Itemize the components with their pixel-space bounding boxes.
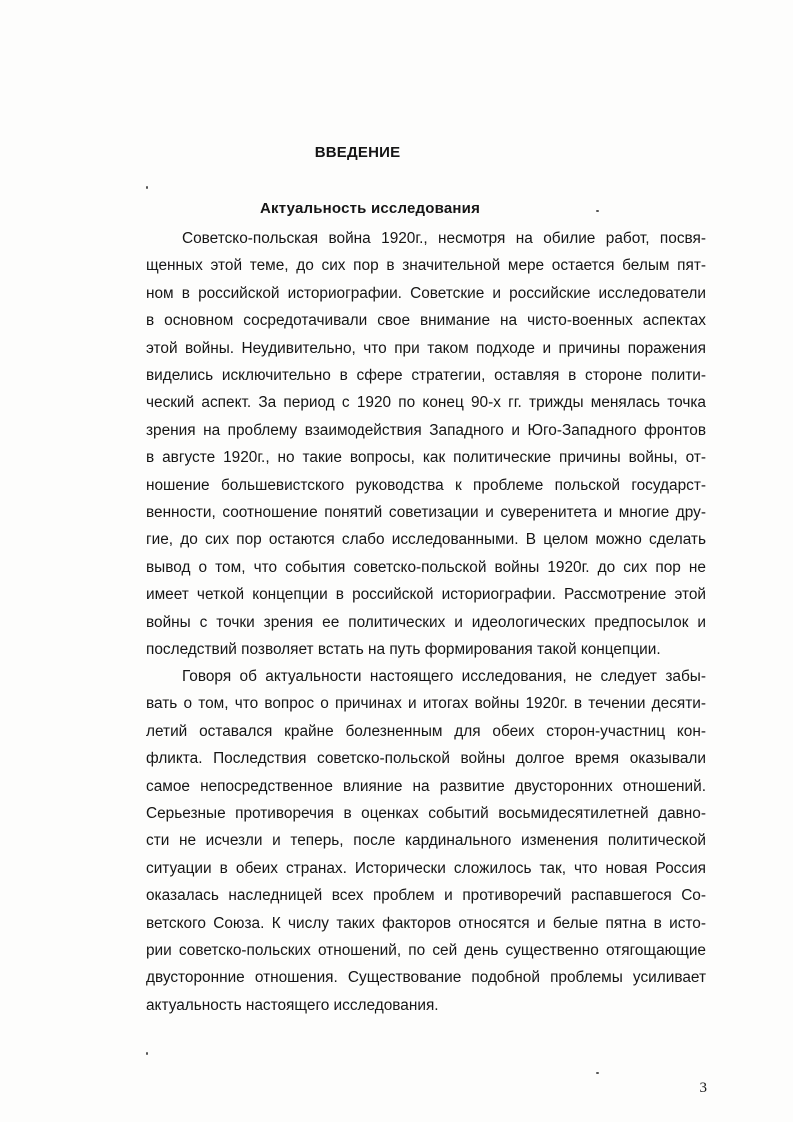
- paragraph-relevance-1: [146, 225, 706, 664]
- scan-speck: [146, 1052, 148, 1055]
- text-line: венности, соотношение понятий советизации и суверенитета и многие дру-: [146, 504, 706, 522]
- paragraph-relevance-2: [146, 663, 706, 1019]
- text-line: в основном сосредотачивали свое внимание на чисто-военных аспектах: [146, 312, 706, 330]
- text-line: фликта. Последствия советско-польской войны долгое время оказывали: [146, 750, 706, 768]
- text-line: оказалась наследницей всех проблем и противоречий распавшегося Со-: [146, 887, 706, 905]
- text-line: имеет четкой концепции в российской историографии. Рассмотрение этой: [146, 586, 706, 604]
- chapter-title: ВВЕДЕНИЕ: [314, 144, 401, 161]
- text-line: вать о том, что вопрос о причинах и итогах войны 1920г. в течении десяти-: [146, 695, 706, 713]
- text-line: рии советско-польских отношений, по сей день существенно отягощающие: [146, 942, 706, 960]
- text-line: ветского Союза. К числу таких факторов относятся и белые пятна в исто-: [146, 914, 706, 932]
- text-line: ношение большевистского руководства к проблеме польской государст-: [146, 476, 706, 494]
- text-line: этой войны. Неудивительно, что при таком подходе и причины поражения: [146, 339, 706, 357]
- text-line: в августе 1920г., но такие вопросы, как политические причины войны, от-: [146, 449, 706, 467]
- text-line: вывод о том, что события советско-польской войны 1920г. до сих пор не: [146, 558, 706, 576]
- scan-speck: [596, 1072, 599, 1074]
- text-line: двусторонние отношения. Существование подобной проблемы усиливает: [146, 969, 706, 987]
- page-number: 3: [699, 1080, 707, 1096]
- text-line: ситуации в обеих странах. Исторически сложилось так, что новая Россия: [146, 859, 706, 877]
- text-line: Говоря об актуальности настоящего исследования, не следует забы-: [182, 668, 706, 685]
- text-line: войны с точки зрения ее политических и идеологических предпосылок и: [146, 613, 706, 631]
- text-line: ческий аспект. За период с 1920 по конец 90-х гг. трижды менялась точка: [146, 394, 706, 412]
- scan-speck: [596, 210, 599, 212]
- text-line: самое непосредственное влияние на развитие двусторонних отношений.: [146, 777, 706, 795]
- text-line: актуальность настоящего исследования.: [146, 996, 439, 1014]
- text-line: летий оставался крайне болезненным для обеих сторон-участниц кон-: [146, 722, 706, 740]
- text-line: сти не исчезли и теперь, после кардинального изменения политической: [146, 832, 706, 850]
- text-line: зрения на проблему взаимодействия Западного и Юго-Западного фронтов: [146, 421, 706, 439]
- text-line: Серьезные противоречия в оценках событий восьмидесятилетней давно-: [146, 805, 706, 823]
- text-line: виделись исключительно в сфере стратегии, оставляя в стороне полити-: [146, 367, 706, 385]
- text-line: последствий позволяет встать на путь формирования такой концепции.: [146, 641, 661, 659]
- text-line: ном в российской историографии. Советские и российские исследователи: [146, 284, 706, 302]
- text-line: Советско-польская война 1920г., несмотря на обилие работ, посвя-: [182, 230, 706, 247]
- section-title: Актуальность исследования: [259, 200, 481, 217]
- text-line: щенных этой теме, до сих пор в значительной мере остается белым пят-: [146, 257, 706, 275]
- scan-speck: [146, 186, 148, 189]
- text-line: гие, до сих пор остаются слабо исследованными. В целом можно сделать: [146, 531, 706, 549]
